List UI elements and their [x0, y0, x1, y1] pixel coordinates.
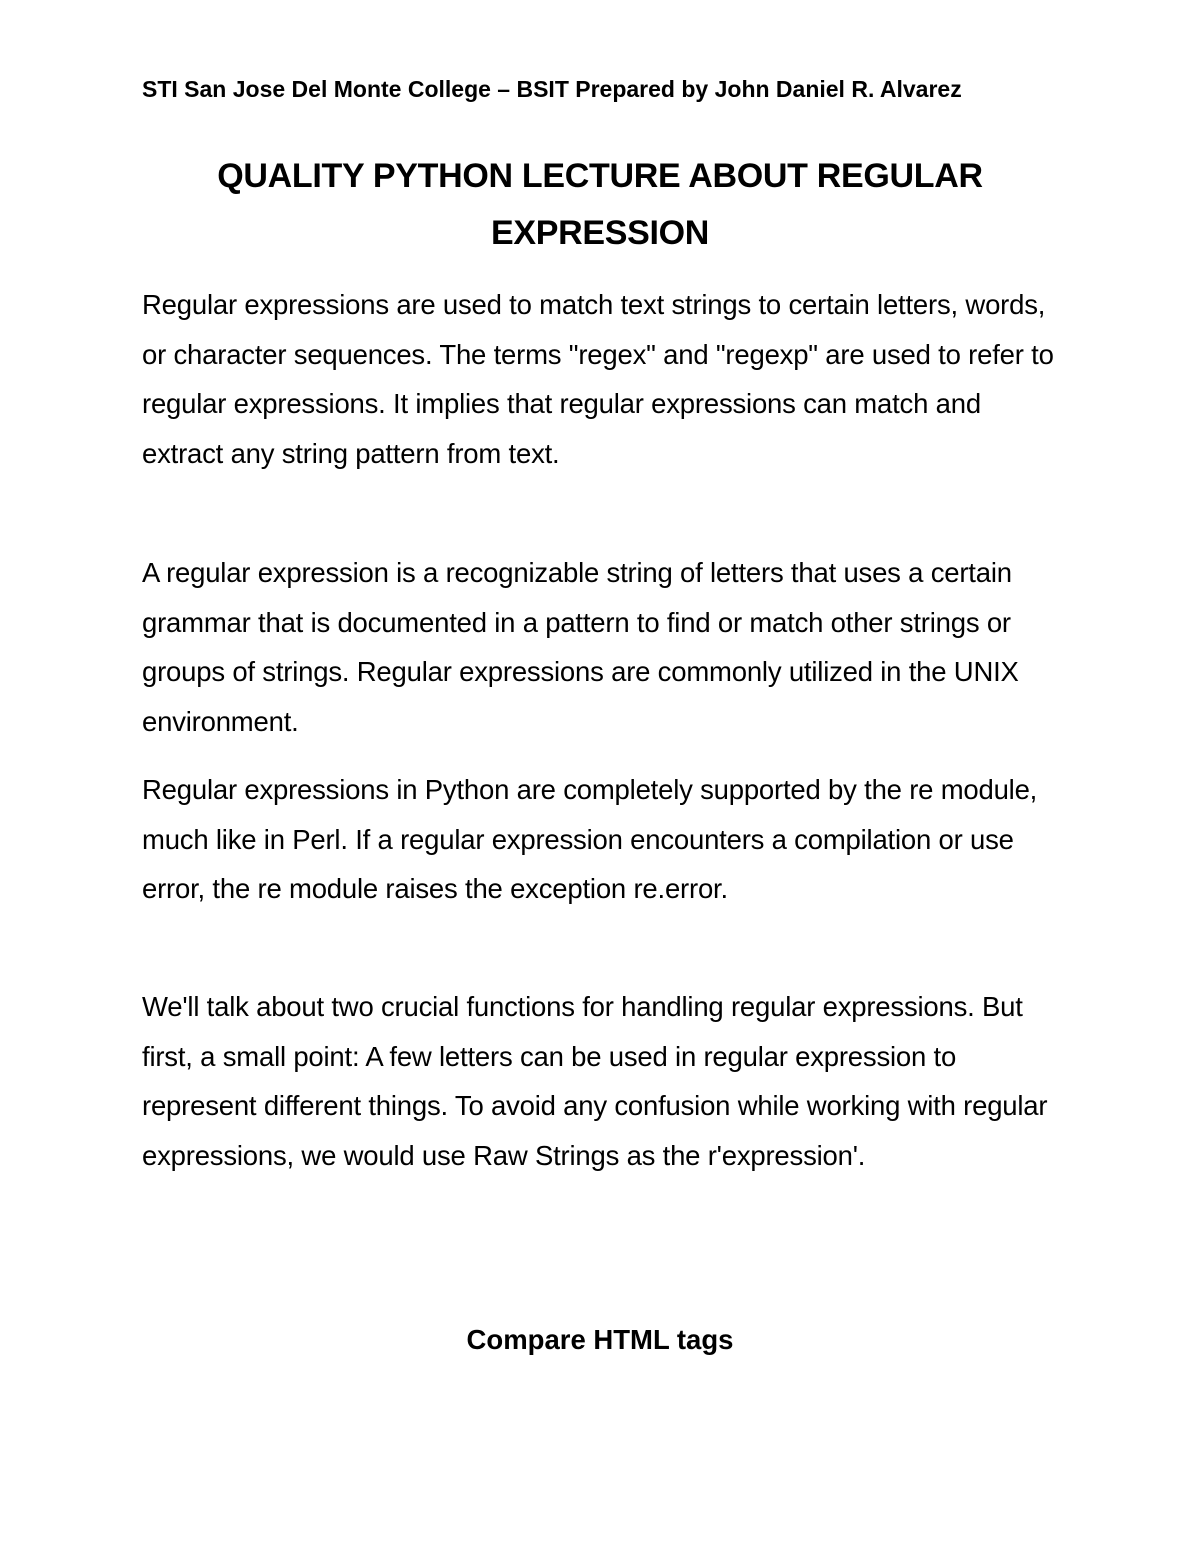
title-line-2: EXPRESSION: [490, 214, 710, 252]
page-title: [142, 148, 1058, 262]
paragraph-raw-strings: We'll talk about two crucial functions for handling regular expressions. But first, a small point: A few letters can be used in regular expression to represent different things. To avoid any confusion while working with regular expressions, we would use Raw Strings as the r'expression'.: [142, 991, 1048, 1171]
paragraph-regex-intro: Regular expressions are used to match text strings to certain letters, words, or character sequences. The terms "regex" and "regexp" are used to refer to regular expressions. It implies that regular expressions can match and extract any string pattern from text.: [142, 289, 1054, 469]
paragraph-regex-definition: A regular expression is a recognizable string of letters that uses a certain grammar that is documented in a pattern to find or match other strings or groups of strings. Regular expressions are commonly utilized in the UNIX environment.: [142, 557, 1019, 737]
section-heading: Compare HTML tags: [466, 1324, 734, 1355]
paragraph-re-module: Regular expressions in Python are completely supported by the re module, much like in Perl. If a regular expression encounters a compilation or use error, the re module raises the exception re.error.: [142, 774, 1038, 904]
page-header: STI San Jose Del Monte College – BSIT Prepared by John Daniel R. Alvarez: [142, 76, 962, 102]
title-line-1: QUALITY PYTHON LECTURE ABOUT REGULAR: [217, 157, 983, 195]
